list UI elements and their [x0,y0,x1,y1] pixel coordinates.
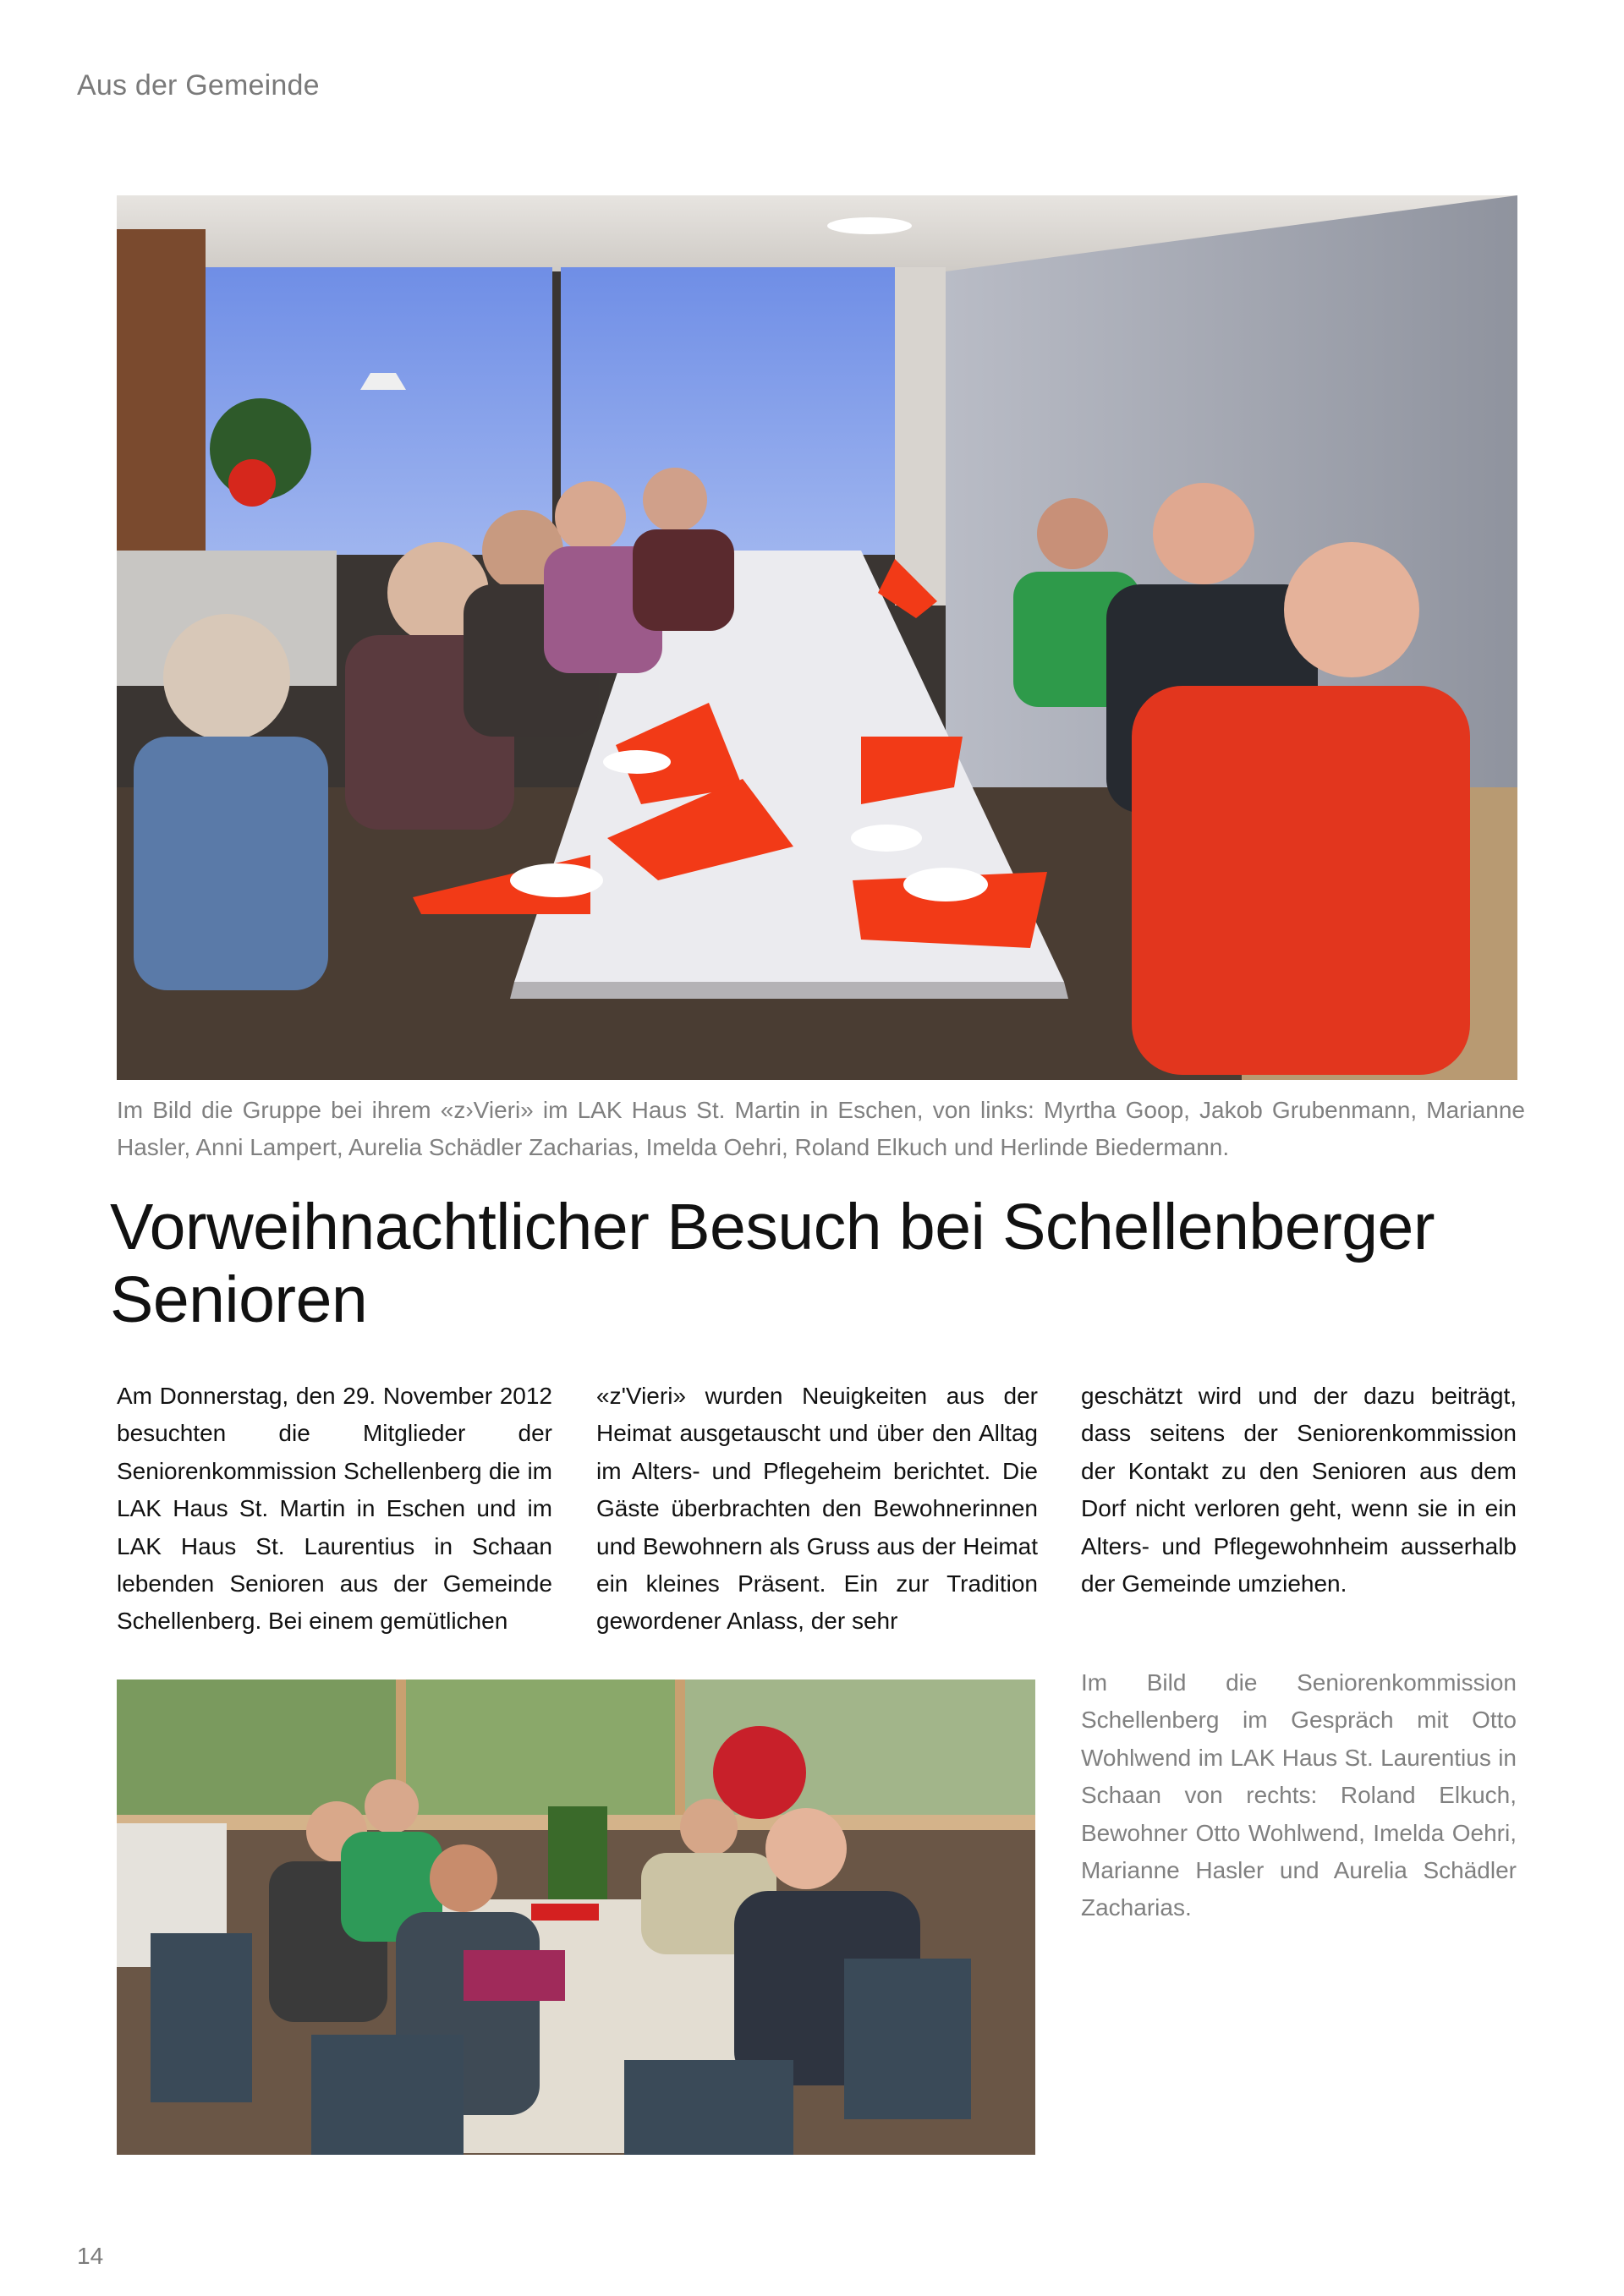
article-column-1: Am Donnerstag, den 29. November 2012 besuchten die Mitglieder der Seniorenkommission Schellenberg die im LAK Haus St. Martin in Eschen und im LAK Haus St. Laurentius in Schaan lebenden Senioren aus der Gemeinde Schellenberg. Bei einem gemütlichen [117,1383,552,1635]
bottom-photo-caption: Im Bild die Seniorenkommission Schellenberg im Gespräch mit Otto Wohlwend im LAK Haus St. Laurentius in Schaan von rechts: Roland Elkuch, Bewohner Otto Wohlwend, Imelda Oehri, Marianne Hasler und Aurelia Schädler Zacharias. [1081,1669,1517,1921]
section-label: Aus der Gemeinde [77,69,320,101]
article-title: Vorweihnachtlicher Besuch bei Schellenberger Senioren [110,1191,1435,1336]
article-column-2: «z'Vieri» wurden Neuigkeiten aus der Heimat ausgetauscht und über den Alltag im Alters- und Pflegeheim berichtet. Die Gäste überbrachten den Bewohnerinnen und Bewohnern als Gruss aus der Heimat ein kleines Präsent. Ein zur Tradition gewordener Anlass, der sehr [596,1383,1038,1635]
commission-visit-photo [117,1680,1035,2155]
group-table-photo [117,195,1517,1080]
page-number: 14 [77,2243,104,2269]
article-column-3: geschätzt wird und der dazu beiträgt, dass seitens der Seniorenkommission der Kontakt zu den Senioren aus dem Dorf nicht verloren geht, wenn sie in ein Alters- und Pflegewohnheim ausserhalb der Gemeinde umziehen. [1081,1383,1517,1597]
top-photo-caption: Im Bild die Gruppe bei ihrem «z›Vieri» im LAK Haus St. Martin in Eschen, von links: Myrtha Goop, Jakob Grubenmann, Marianne Hasler, Anni Lampert, Aurelia Schädler Zacharias, Imelda Oehri, Roland Elkuch und Herlinde Biedermann. [117,1097,1525,1160]
